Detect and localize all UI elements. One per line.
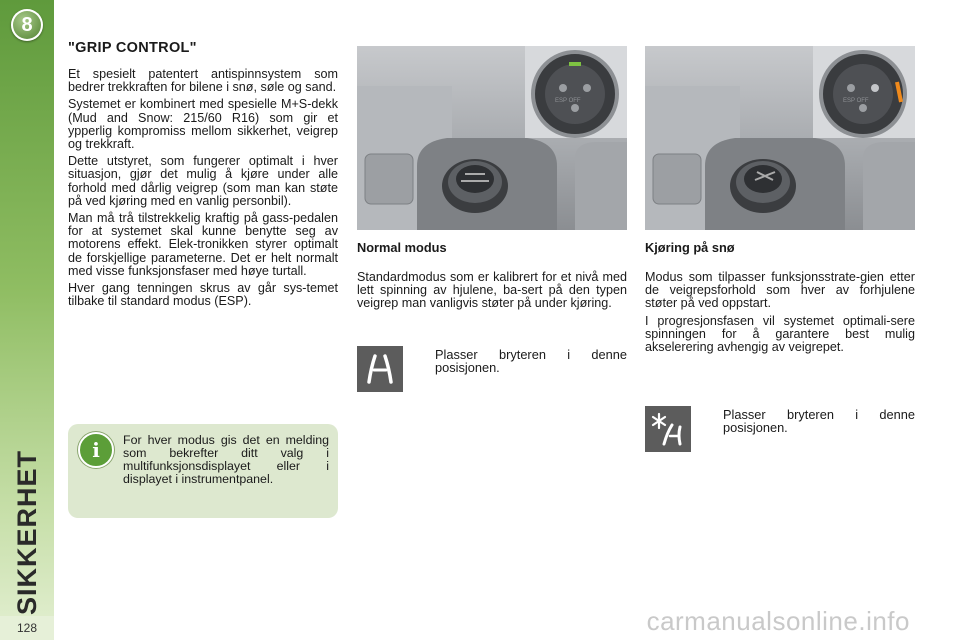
instruction-normal-text: Plasser bryteren i denne posisjonen. (435, 347, 627, 376)
instruction-snow-text: Plasser bryteren i denne posisjonen. (723, 407, 915, 436)
snow-mode-icon (645, 406, 691, 452)
instruction-normal (357, 346, 627, 394)
intro-paragraph-4: Man må trå tilstrekkelig kraftig på gass-pedalen for at systemet skal kunne benytte seg av motorens effekt. Elek-tronikken styrer optimalt de forskjellige parameterne. Det er helt normalt med visse funksjonsfaser med høye turtall. (68, 211, 338, 278)
mode-snow-paragraph-2: I progresjonsfasen vil systemet optimali-sere spinningen for å garantere best mulig akselerering avhengig av veigrepet. (645, 313, 915, 355)
mode-snow-title: Kjøring på snø (645, 240, 735, 255)
intro-paragraph-3: Dette utstyret, som fungerer optimalt i hver situasjon, gjør det mulig å kjøre under alle forhold med dårlig veigrep (som man kan støte på ved kjøring med en vanlig personbil). (68, 154, 338, 208)
chapter-number: 8 (21, 13, 33, 36)
normal-mode-icon (357, 346, 403, 392)
mode-normal-paragraph: Standardmodus som er kalibrert for et nivå med lett spinning av hjulene, ba-sert på den typen veigrep man vanligvis støter på under kjøring. (357, 270, 627, 311)
esp-off-label: ESP OFF (555, 98, 581, 104)
esp-off-label: ESP OFF (843, 98, 869, 104)
section-title: "GRIP CONTROL" (68, 40, 197, 56)
console-illustration-snow (645, 46, 915, 230)
photo-snow-mode (645, 46, 915, 230)
console-illustration-normal (357, 46, 627, 230)
page-number: 128 (0, 616, 54, 640)
instruction-snow (645, 406, 915, 454)
mode-snow-column (645, 240, 915, 358)
intro-column (68, 40, 338, 312)
intro-paragraph-2: Systemet er kombinert med spesielle M+S-dekk (Mud and Snow: 215/60 R16) som gir et ypperlig kompromiss mellom sikkerhet, veigrep og trekkraft. (68, 97, 338, 152)
chapter-title (4, 449, 50, 615)
chapter-number-badge (11, 9, 43, 41)
info-icon: i (78, 432, 114, 468)
info-box (68, 424, 338, 518)
chapter-title-text: SIKKERHET (11, 449, 42, 615)
mode-normal-title: Normal modus (357, 240, 447, 255)
photo-normal-mode (357, 46, 627, 230)
mode-normal-column (357, 240, 627, 315)
intro-paragraph-1: Et spesielt patentert antispinnsystem som bedrer trekkraften for bilene i snø, søle og sand. (68, 67, 338, 95)
info-text: For hver modus gis det en melding som bekrefter ditt valg i multifunksjonsdisplayet eller i displayet i instrumentpanel. (123, 433, 329, 486)
watermark: carmanualsonline.info (646, 606, 910, 636)
mode-snow-paragraph-1: Modus som tilpasser funksjonsstrate-gien etter de veigrepsforhold som hver av forhjulene støter på ved oppstart. (645, 270, 915, 311)
intro-paragraph-5: Hver gang tenningen skrus av går sys-temet tilbake til standard modus (ESP). (68, 281, 338, 309)
